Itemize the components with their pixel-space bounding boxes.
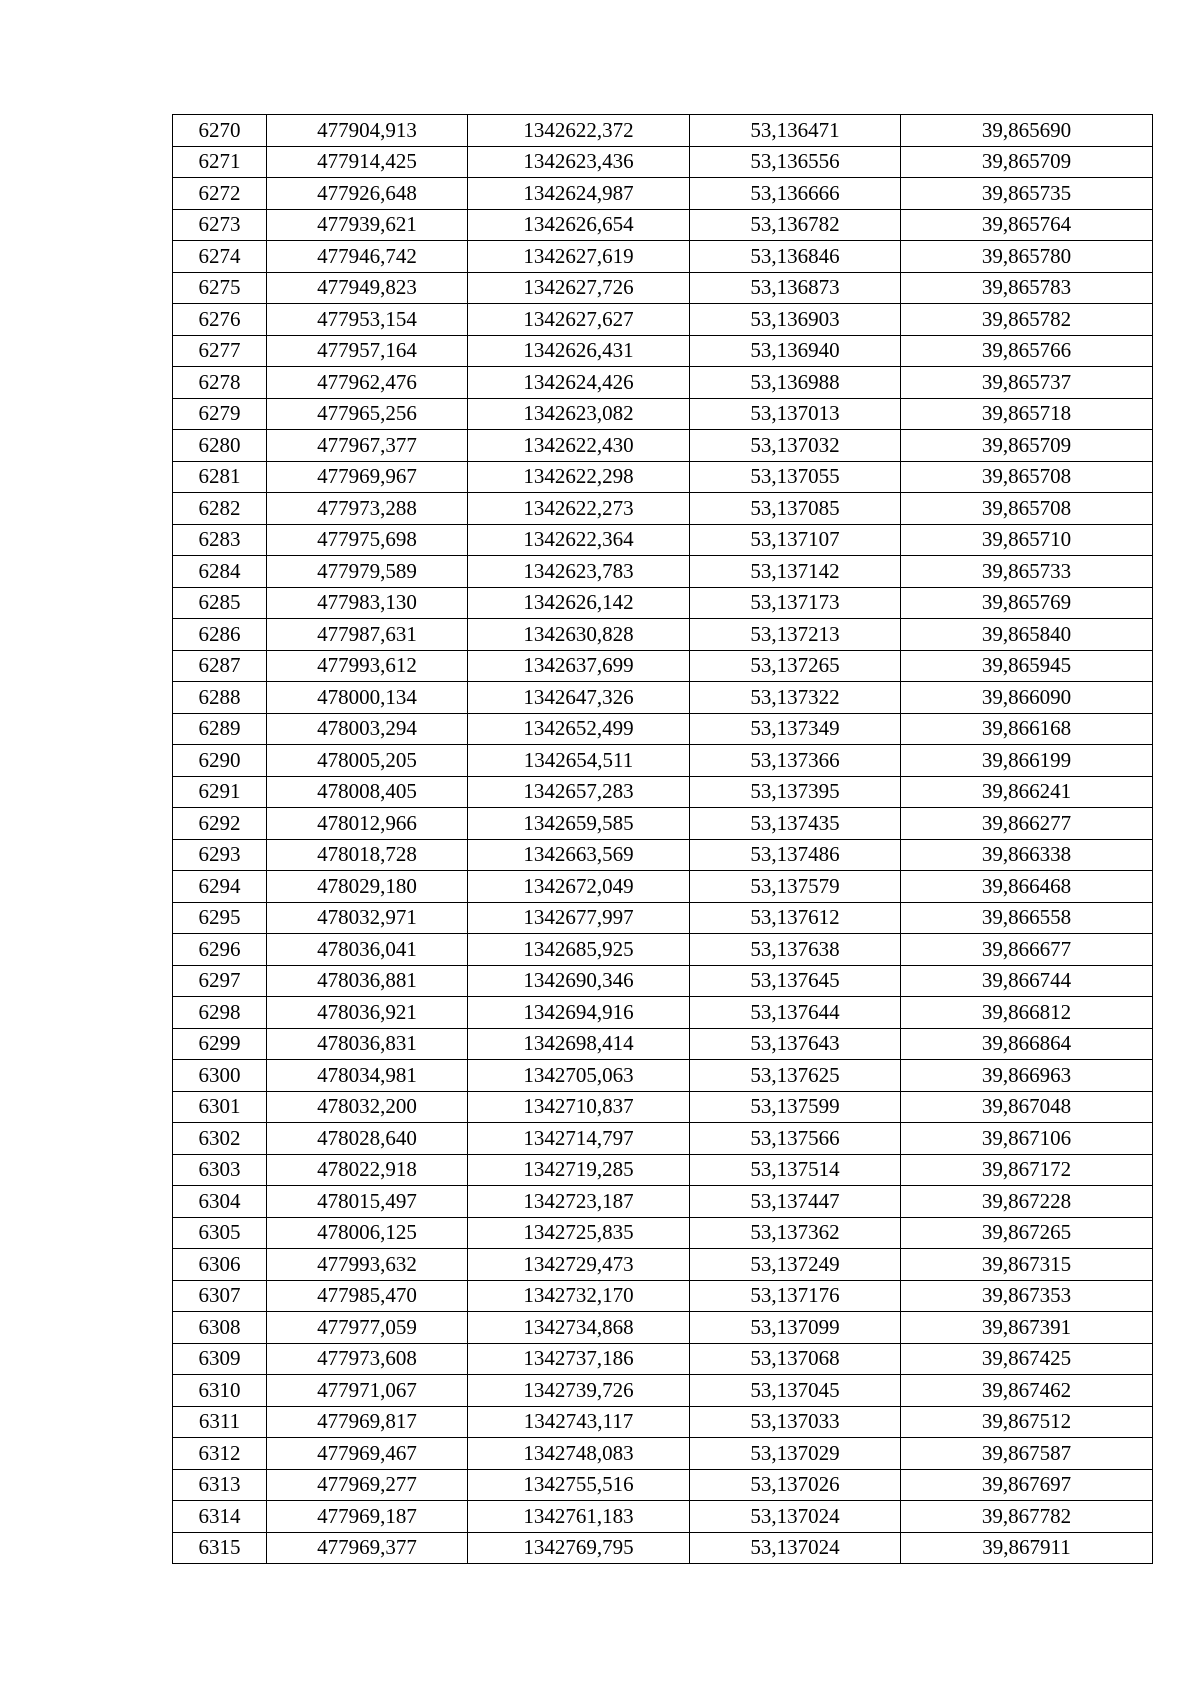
- table-row: [173, 587, 1153, 619]
- point-number-cell: 6313: [173, 1469, 267, 1501]
- table-row: [173, 871, 1153, 903]
- x-coordinate-cell: 478005,205: [267, 745, 468, 777]
- x-coordinate-cell: 477971,067: [267, 1375, 468, 1407]
- longitude-cell: 39,867782: [901, 1501, 1153, 1533]
- longitude-cell: 39,865690: [901, 115, 1153, 147]
- x-coordinate-cell: 478028,640: [267, 1123, 468, 1155]
- x-coordinate-cell: 478008,405: [267, 776, 468, 808]
- table-row: [173, 367, 1153, 399]
- y-coordinate-cell: 1342623,436: [468, 146, 690, 178]
- y-coordinate-cell: 1342734,868: [468, 1312, 690, 1344]
- y-coordinate-cell: 1342743,117: [468, 1406, 690, 1438]
- longitude-cell: 39,866468: [901, 871, 1153, 903]
- point-number-cell: 6280: [173, 430, 267, 462]
- table-row: [173, 1249, 1153, 1281]
- table-row: [173, 997, 1153, 1029]
- longitude-cell: 39,867172: [901, 1154, 1153, 1186]
- longitude-cell: 39,867265: [901, 1217, 1153, 1249]
- latitude-cell: 53,137514: [690, 1154, 901, 1186]
- x-coordinate-cell: 477969,277: [267, 1469, 468, 1501]
- x-coordinate-cell: 477993,632: [267, 1249, 468, 1281]
- y-coordinate-cell: 1342624,987: [468, 178, 690, 210]
- longitude-cell: 39,867512: [901, 1406, 1153, 1438]
- table-row: [173, 776, 1153, 808]
- longitude-cell: 39,866241: [901, 776, 1153, 808]
- longitude-cell: 39,867353: [901, 1280, 1153, 1312]
- x-coordinate-cell: 477926,648: [267, 178, 468, 210]
- y-coordinate-cell: 1342719,285: [468, 1154, 690, 1186]
- point-number-cell: 6301: [173, 1091, 267, 1123]
- table-row: [173, 1091, 1153, 1123]
- longitude-cell: 39,865737: [901, 367, 1153, 399]
- latitude-cell: 53,137349: [690, 713, 901, 745]
- x-coordinate-cell: 478036,921: [267, 997, 468, 1029]
- point-number-cell: 6272: [173, 178, 267, 210]
- latitude-cell: 53,137099: [690, 1312, 901, 1344]
- table-row: [173, 398, 1153, 430]
- table-row: [173, 1154, 1153, 1186]
- point-number-cell: 6288: [173, 682, 267, 714]
- latitude-cell: 53,137142: [690, 556, 901, 588]
- table-row: [173, 493, 1153, 525]
- latitude-cell: 53,137645: [690, 965, 901, 997]
- latitude-cell: 53,137107: [690, 524, 901, 556]
- table-row: [173, 241, 1153, 273]
- y-coordinate-cell: 1342723,187: [468, 1186, 690, 1218]
- latitude-cell: 53,137032: [690, 430, 901, 462]
- latitude-cell: 53,137643: [690, 1028, 901, 1060]
- longitude-cell: 39,866677: [901, 934, 1153, 966]
- y-coordinate-cell: 1342769,795: [468, 1532, 690, 1564]
- table-row: [173, 682, 1153, 714]
- y-coordinate-cell: 1342627,619: [468, 241, 690, 273]
- y-coordinate-cell: 1342710,837: [468, 1091, 690, 1123]
- y-coordinate-cell: 1342659,585: [468, 808, 690, 840]
- table-row: [173, 1217, 1153, 1249]
- x-coordinate-cell: 477904,913: [267, 115, 468, 147]
- table-row: [173, 745, 1153, 777]
- point-number-cell: 6282: [173, 493, 267, 525]
- longitude-cell: 39,866744: [901, 965, 1153, 997]
- latitude-cell: 53,137045: [690, 1375, 901, 1407]
- latitude-cell: 53,137366: [690, 745, 901, 777]
- y-coordinate-cell: 1342732,170: [468, 1280, 690, 1312]
- point-number-cell: 6306: [173, 1249, 267, 1281]
- point-number-cell: 6285: [173, 587, 267, 619]
- longitude-cell: 39,865840: [901, 619, 1153, 651]
- y-coordinate-cell: 1342685,925: [468, 934, 690, 966]
- latitude-cell: 53,137176: [690, 1280, 901, 1312]
- point-number-cell: 6293: [173, 839, 267, 871]
- x-coordinate-cell: 477969,967: [267, 461, 468, 493]
- x-coordinate-cell: 477914,425: [267, 146, 468, 178]
- y-coordinate-cell: 1342761,183: [468, 1501, 690, 1533]
- x-coordinate-cell: 477957,164: [267, 335, 468, 367]
- latitude-cell: 53,137265: [690, 650, 901, 682]
- longitude-cell: 39,867697: [901, 1469, 1153, 1501]
- table-row: [173, 1406, 1153, 1438]
- y-coordinate-cell: 1342654,511: [468, 745, 690, 777]
- y-coordinate-cell: 1342739,726: [468, 1375, 690, 1407]
- x-coordinate-cell: 477965,256: [267, 398, 468, 430]
- latitude-cell: 53,137322: [690, 682, 901, 714]
- latitude-cell: 53,137013: [690, 398, 901, 430]
- x-coordinate-cell: 477962,476: [267, 367, 468, 399]
- table-row: [173, 1343, 1153, 1375]
- table-row: [173, 650, 1153, 682]
- latitude-cell: 53,137033: [690, 1406, 901, 1438]
- x-coordinate-cell: 478036,881: [267, 965, 468, 997]
- x-coordinate-cell: 477973,608: [267, 1343, 468, 1375]
- latitude-cell: 53,137435: [690, 808, 901, 840]
- point-number-cell: 6303: [173, 1154, 267, 1186]
- latitude-cell: 53,136903: [690, 304, 901, 336]
- point-number-cell: 6284: [173, 556, 267, 588]
- longitude-cell: 39,867048: [901, 1091, 1153, 1123]
- point-number-cell: 6304: [173, 1186, 267, 1218]
- latitude-cell: 53,137486: [690, 839, 901, 871]
- point-number-cell: 6309: [173, 1343, 267, 1375]
- point-number-cell: 6314: [173, 1501, 267, 1533]
- y-coordinate-cell: 1342622,430: [468, 430, 690, 462]
- point-number-cell: 6315: [173, 1532, 267, 1564]
- longitude-cell: 39,867911: [901, 1532, 1153, 1564]
- longitude-cell: 39,866277: [901, 808, 1153, 840]
- x-coordinate-cell: 478006,125: [267, 1217, 468, 1249]
- point-number-cell: 6302: [173, 1123, 267, 1155]
- point-number-cell: 6300: [173, 1060, 267, 1092]
- table-row: [173, 1532, 1153, 1564]
- latitude-cell: 53,137644: [690, 997, 901, 1029]
- table-row: [173, 556, 1153, 588]
- table-row: [173, 1375, 1153, 1407]
- latitude-cell: 53,137173: [690, 587, 901, 619]
- point-number-cell: 6296: [173, 934, 267, 966]
- latitude-cell: 53,137029: [690, 1438, 901, 1470]
- y-coordinate-cell: 1342737,186: [468, 1343, 690, 1375]
- table-row: [173, 1186, 1153, 1218]
- point-number-cell: 6299: [173, 1028, 267, 1060]
- x-coordinate-cell: 477975,698: [267, 524, 468, 556]
- longitude-cell: 39,865945: [901, 650, 1153, 682]
- x-coordinate-cell: 478015,497: [267, 1186, 468, 1218]
- longitude-cell: 39,865735: [901, 178, 1153, 210]
- table-row: [173, 713, 1153, 745]
- y-coordinate-cell: 1342748,083: [468, 1438, 690, 1470]
- longitude-cell: 39,866090: [901, 682, 1153, 714]
- table-row: [173, 1060, 1153, 1092]
- point-number-cell: 6283: [173, 524, 267, 556]
- point-number-cell: 6295: [173, 902, 267, 934]
- latitude-cell: 53,136846: [690, 241, 901, 273]
- table-row: [173, 839, 1153, 871]
- longitude-cell: 39,865780: [901, 241, 1153, 273]
- x-coordinate-cell: 477973,288: [267, 493, 468, 525]
- point-number-cell: 6271: [173, 146, 267, 178]
- longitude-cell: 39,865709: [901, 430, 1153, 462]
- latitude-cell: 53,137026: [690, 1469, 901, 1501]
- latitude-cell: 53,137566: [690, 1123, 901, 1155]
- y-coordinate-cell: 1342652,499: [468, 713, 690, 745]
- table-row: [173, 902, 1153, 934]
- longitude-cell: 39,865783: [901, 272, 1153, 304]
- table-row: [173, 619, 1153, 651]
- y-coordinate-cell: 1342626,431: [468, 335, 690, 367]
- point-number-cell: 6287: [173, 650, 267, 682]
- point-number-cell: 6270: [173, 115, 267, 147]
- table-row: [173, 524, 1153, 556]
- point-number-cell: 6276: [173, 304, 267, 336]
- point-number-cell: 6274: [173, 241, 267, 273]
- longitude-cell: 39,866168: [901, 713, 1153, 745]
- y-coordinate-cell: 1342626,654: [468, 209, 690, 241]
- latitude-cell: 53,136556: [690, 146, 901, 178]
- table-row: [173, 209, 1153, 241]
- x-coordinate-cell: 477953,154: [267, 304, 468, 336]
- point-number-cell: 6308: [173, 1312, 267, 1344]
- longitude-cell: 39,866558: [901, 902, 1153, 934]
- point-number-cell: 6310: [173, 1375, 267, 1407]
- x-coordinate-cell: 477993,612: [267, 650, 468, 682]
- y-coordinate-cell: 1342714,797: [468, 1123, 690, 1155]
- point-number-cell: 6307: [173, 1280, 267, 1312]
- longitude-cell: 39,867425: [901, 1343, 1153, 1375]
- point-number-cell: 6290: [173, 745, 267, 777]
- y-coordinate-cell: 1342637,699: [468, 650, 690, 682]
- longitude-cell: 39,867228: [901, 1186, 1153, 1218]
- latitude-cell: 53,136782: [690, 209, 901, 241]
- x-coordinate-cell: 477946,742: [267, 241, 468, 273]
- longitude-cell: 39,865733: [901, 556, 1153, 588]
- x-coordinate-cell: 477977,059: [267, 1312, 468, 1344]
- y-coordinate-cell: 1342694,916: [468, 997, 690, 1029]
- table-row: [173, 272, 1153, 304]
- longitude-cell: 39,865782: [901, 304, 1153, 336]
- latitude-cell: 53,137249: [690, 1249, 901, 1281]
- x-coordinate-cell: 477949,823: [267, 272, 468, 304]
- latitude-cell: 53,137447: [690, 1186, 901, 1218]
- longitude-cell: 39,866864: [901, 1028, 1153, 1060]
- table-row: [173, 965, 1153, 997]
- latitude-cell: 53,137638: [690, 934, 901, 966]
- latitude-cell: 53,136988: [690, 367, 901, 399]
- x-coordinate-cell: 477979,589: [267, 556, 468, 588]
- y-coordinate-cell: 1342622,273: [468, 493, 690, 525]
- table-row: [173, 178, 1153, 210]
- y-coordinate-cell: 1342698,414: [468, 1028, 690, 1060]
- coordinates-table: [172, 114, 1153, 1564]
- latitude-cell: 53,136873: [690, 272, 901, 304]
- coordinates-table-body: [173, 115, 1153, 1564]
- latitude-cell: 53,137085: [690, 493, 901, 525]
- longitude-cell: 39,866338: [901, 839, 1153, 871]
- x-coordinate-cell: 478012,966: [267, 808, 468, 840]
- y-coordinate-cell: 1342729,473: [468, 1249, 690, 1281]
- point-number-cell: 6312: [173, 1438, 267, 1470]
- x-coordinate-cell: 477985,470: [267, 1280, 468, 1312]
- point-number-cell: 6297: [173, 965, 267, 997]
- latitude-cell: 53,137362: [690, 1217, 901, 1249]
- latitude-cell: 53,137579: [690, 871, 901, 903]
- x-coordinate-cell: 478029,180: [267, 871, 468, 903]
- x-coordinate-cell: 478036,041: [267, 934, 468, 966]
- latitude-cell: 53,136471: [690, 115, 901, 147]
- table-row: [173, 335, 1153, 367]
- table-row: [173, 430, 1153, 462]
- longitude-cell: 39,867462: [901, 1375, 1153, 1407]
- longitude-cell: 39,865764: [901, 209, 1153, 241]
- latitude-cell: 53,137612: [690, 902, 901, 934]
- point-number-cell: 6294: [173, 871, 267, 903]
- y-coordinate-cell: 1342623,082: [468, 398, 690, 430]
- latitude-cell: 53,136666: [690, 178, 901, 210]
- y-coordinate-cell: 1342624,426: [468, 367, 690, 399]
- longitude-cell: 39,867106: [901, 1123, 1153, 1155]
- x-coordinate-cell: 477969,467: [267, 1438, 468, 1470]
- point-number-cell: 6281: [173, 461, 267, 493]
- y-coordinate-cell: 1342623,783: [468, 556, 690, 588]
- longitude-cell: 39,865710: [901, 524, 1153, 556]
- point-number-cell: 6278: [173, 367, 267, 399]
- longitude-cell: 39,865709: [901, 146, 1153, 178]
- x-coordinate-cell: 477969,187: [267, 1501, 468, 1533]
- x-coordinate-cell: 478018,728: [267, 839, 468, 871]
- y-coordinate-cell: 1342627,627: [468, 304, 690, 336]
- longitude-cell: 39,866963: [901, 1060, 1153, 1092]
- y-coordinate-cell: 1342647,326: [468, 682, 690, 714]
- y-coordinate-cell: 1342657,283: [468, 776, 690, 808]
- x-coordinate-cell: 478032,200: [267, 1091, 468, 1123]
- longitude-cell: 39,865718: [901, 398, 1153, 430]
- latitude-cell: 53,137599: [690, 1091, 901, 1123]
- x-coordinate-cell: 477967,377: [267, 430, 468, 462]
- table-row: [173, 461, 1153, 493]
- x-coordinate-cell: 477987,631: [267, 619, 468, 651]
- table-row: [173, 934, 1153, 966]
- x-coordinate-cell: 477983,130: [267, 587, 468, 619]
- table-row: [173, 1280, 1153, 1312]
- longitude-cell: 39,867391: [901, 1312, 1153, 1344]
- y-coordinate-cell: 1342690,346: [468, 965, 690, 997]
- y-coordinate-cell: 1342663,569: [468, 839, 690, 871]
- x-coordinate-cell: 478000,134: [267, 682, 468, 714]
- point-number-cell: 6298: [173, 997, 267, 1029]
- y-coordinate-cell: 1342672,049: [468, 871, 690, 903]
- longitude-cell: 39,867587: [901, 1438, 1153, 1470]
- y-coordinate-cell: 1342622,372: [468, 115, 690, 147]
- longitude-cell: 39,865769: [901, 587, 1153, 619]
- table-row: [173, 1469, 1153, 1501]
- table-row: [173, 1501, 1153, 1533]
- y-coordinate-cell: 1342630,828: [468, 619, 690, 651]
- y-coordinate-cell: 1342725,835: [468, 1217, 690, 1249]
- table-row: [173, 304, 1153, 336]
- point-number-cell: 6273: [173, 209, 267, 241]
- table-row: [173, 1028, 1153, 1060]
- x-coordinate-cell: 478022,918: [267, 1154, 468, 1186]
- latitude-cell: 53,137213: [690, 619, 901, 651]
- y-coordinate-cell: 1342626,142: [468, 587, 690, 619]
- longitude-cell: 39,865766: [901, 335, 1153, 367]
- x-coordinate-cell: 478003,294: [267, 713, 468, 745]
- latitude-cell: 53,136940: [690, 335, 901, 367]
- point-number-cell: 6277: [173, 335, 267, 367]
- y-coordinate-cell: 1342627,726: [468, 272, 690, 304]
- x-coordinate-cell: 477939,621: [267, 209, 468, 241]
- x-coordinate-cell: 477969,377: [267, 1532, 468, 1564]
- point-number-cell: 6289: [173, 713, 267, 745]
- table-row: [173, 1438, 1153, 1470]
- table-row: [173, 808, 1153, 840]
- latitude-cell: 53,137395: [690, 776, 901, 808]
- longitude-cell: 39,866812: [901, 997, 1153, 1029]
- point-number-cell: 6305: [173, 1217, 267, 1249]
- longitude-cell: 39,865708: [901, 461, 1153, 493]
- x-coordinate-cell: 478034,981: [267, 1060, 468, 1092]
- y-coordinate-cell: 1342755,516: [468, 1469, 690, 1501]
- latitude-cell: 53,137024: [690, 1501, 901, 1533]
- table-row: [173, 115, 1153, 147]
- point-number-cell: 6286: [173, 619, 267, 651]
- latitude-cell: 53,137068: [690, 1343, 901, 1375]
- point-number-cell: 6292: [173, 808, 267, 840]
- longitude-cell: 39,867315: [901, 1249, 1153, 1281]
- table-row: [173, 146, 1153, 178]
- longitude-cell: 39,865708: [901, 493, 1153, 525]
- y-coordinate-cell: 1342677,997: [468, 902, 690, 934]
- latitude-cell: 53,137625: [690, 1060, 901, 1092]
- y-coordinate-cell: 1342622,364: [468, 524, 690, 556]
- x-coordinate-cell: 478036,831: [267, 1028, 468, 1060]
- y-coordinate-cell: 1342705,063: [468, 1060, 690, 1092]
- table-row: [173, 1123, 1153, 1155]
- latitude-cell: 53,137024: [690, 1532, 901, 1564]
- table-row: [173, 1312, 1153, 1344]
- point-number-cell: 6311: [173, 1406, 267, 1438]
- point-number-cell: 6279: [173, 398, 267, 430]
- x-coordinate-cell: 477969,817: [267, 1406, 468, 1438]
- point-number-cell: 6275: [173, 272, 267, 304]
- y-coordinate-cell: 1342622,298: [468, 461, 690, 493]
- x-coordinate-cell: 478032,971: [267, 902, 468, 934]
- latitude-cell: 53,137055: [690, 461, 901, 493]
- longitude-cell: 39,866199: [901, 745, 1153, 777]
- point-number-cell: 6291: [173, 776, 267, 808]
